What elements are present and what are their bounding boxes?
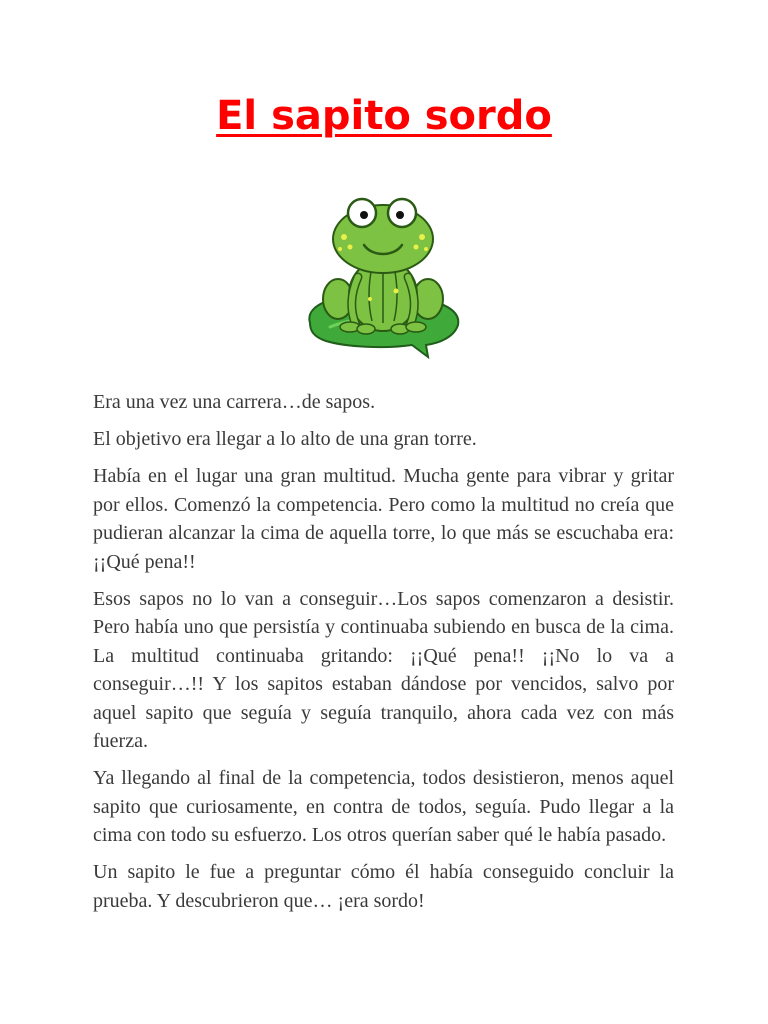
story-text xyxy=(93,388,674,924)
document-title: El sapito sordo xyxy=(216,93,552,139)
story-paragraph: Ya llegando al final de la competencia, todos desistieron, menos aquel sapito que curiosamente, en contra de todos, seguía. Pudo llegar a la cima con todo su esfuerzo. Los otros querían saber qué le había pasado. xyxy=(93,767,674,846)
story-paragraph: Había en el lugar una gran multitud. Mucha gente para vibrar y gritar por ellos. Comenzó la competencia. Pero como la multitud no creía que pudieran alcanzar la cima de aquella torre, lo que más se escuchaba era: ¡¡Qué pena!! xyxy=(93,465,674,573)
story-paragraph: Un sapito le fue a preguntar cómo él había conseguido concluir la prueba. Y descubrieron que… ¡era sordo! xyxy=(93,861,674,912)
frog-icon xyxy=(300,195,465,365)
story-paragraph: Era una vez una carrera…de sapos. xyxy=(93,391,376,413)
story-paragraph: Esos sapos no lo van a conseguir…Los sapos comenzaron a desistir. Pero había uno que persistía y continuaba subiendo en busca de la cima. La multitud continuaba gritando: ¡¡Qué pena!! ¡¡No lo va a conseguir…!! Y los sapitos estaban dándose por vencidos, salvo por aquel sapito que seguía y seguía tranquilo, ahora cada vez con más fuerza. xyxy=(93,587,674,752)
story-paragraph: El objetivo era llegar a lo alto de una gran torre. xyxy=(93,428,477,450)
